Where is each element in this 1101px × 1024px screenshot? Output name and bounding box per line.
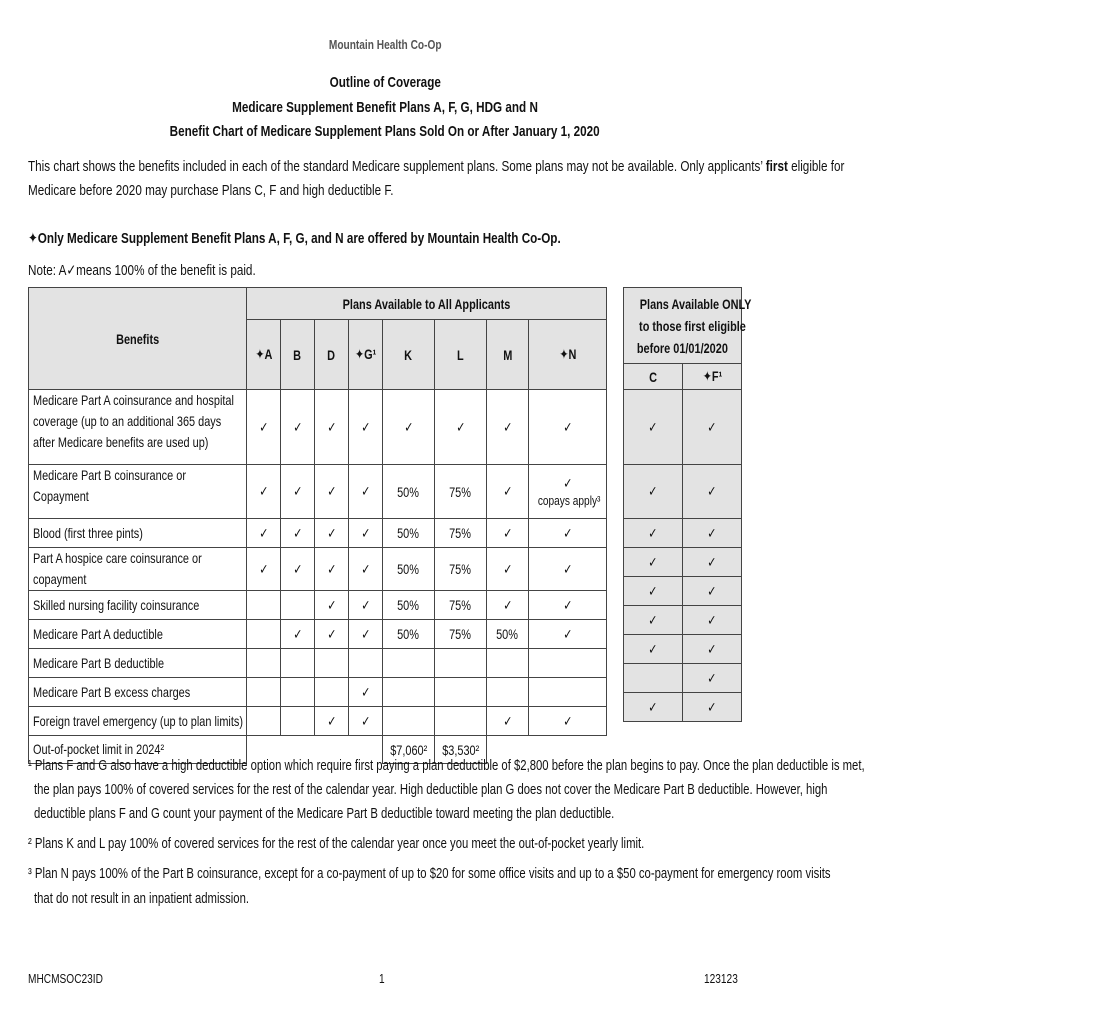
cell-plan-c: ✓	[624, 577, 683, 606]
cell-plan-k: 50%	[383, 548, 435, 591]
benefit-label: Medicare Part A deductible	[29, 620, 247, 649]
benefit-row	[29, 390, 607, 465]
first-eligible-row	[624, 635, 742, 664]
cell-plan-f: ✓	[683, 465, 742, 519]
footnote-1-line-3: deductible plans F and G count your payment of the Medicare Part B deductible toward meeting the plan deductible.	[34, 806, 615, 822]
cell-plan-l: 75%	[435, 519, 487, 548]
cell-plan-g: ✓	[349, 390, 383, 465]
cell-plan-d: ✓	[315, 591, 349, 620]
all-applicants-header: Plans Available to All Applicants	[247, 288, 607, 320]
cell-plan-k	[383, 649, 435, 678]
cell-plan-b	[281, 707, 315, 736]
cell-plan-l	[435, 678, 487, 707]
cell-plan-g: ✓	[349, 620, 383, 649]
cell-plan-m: ✓	[487, 519, 529, 548]
benefit-label: Medicare Part B excess charges	[29, 678, 247, 707]
footnote-2: ² Plans K and L pay 100% of covered services for the rest of the calendar year once you meet the out-of-pocket yearly limit.	[28, 836, 645, 852]
cell-plan-m: ✓	[487, 707, 529, 736]
cell-plan-d: ✓	[315, 465, 349, 519]
benefit-label: Skilled nursing facility coinsurance	[29, 591, 247, 620]
cell-plan-m	[487, 678, 529, 707]
cell-plan-g: ✓	[349, 707, 383, 736]
first-eligible-row	[624, 577, 742, 606]
benefit-row	[29, 548, 607, 591]
cell-plan-f: ✓	[683, 664, 742, 693]
cell-plan-n: ✓	[529, 591, 607, 620]
benefit-label: Medicare Part B deductible	[29, 649, 247, 678]
cell-plan-n: ✓	[529, 519, 607, 548]
cell-plan-d: ✓	[315, 390, 349, 465]
cell-plan-n: ✓	[529, 707, 607, 736]
cell-plan-l	[435, 649, 487, 678]
cell-plan-c: ✓	[624, 693, 683, 722]
benefit-label: Medicare Part B coinsurance or Copayment	[29, 465, 247, 519]
organization-name: Mountain Health Co-Op	[328, 37, 442, 52]
cell-plan-b	[281, 649, 315, 678]
cell-plan-k: 50%	[383, 465, 435, 519]
plan-k-header: K	[383, 320, 435, 390]
cell-plan-f: ✓	[683, 390, 742, 465]
benefit-row	[29, 678, 607, 707]
plan-c-header: C	[624, 364, 683, 390]
benefit-row	[29, 620, 607, 649]
benefit-row	[29, 649, 607, 678]
cell-plan-f: ✓	[683, 606, 742, 635]
cell-plan-f: ✓	[683, 693, 742, 722]
plan-f-header: ✦F¹	[683, 364, 742, 390]
cell-plan-d: ✓	[315, 620, 349, 649]
cell-plan-k: 50%	[383, 620, 435, 649]
cell-plan-k	[383, 707, 435, 736]
benefit-row	[29, 519, 607, 548]
cell-plan-n	[529, 649, 607, 678]
benefit-label: Part A hospice care coinsurance or copayment	[29, 548, 247, 591]
cell-plan-m: ✓	[487, 390, 529, 465]
cell-plan-l: ✓	[435, 390, 487, 465]
footnote-3-line-1: ³ Plan N pays 100% of the Part B coinsurance, except for a co-payment of up to $20 for some office visits and up to a $50 co-payment for emergency room visits	[28, 866, 831, 882]
cell-plan-m	[487, 649, 529, 678]
offered-plans-statement: ✦Only Medicare Supplement Benefit Plans A, F, G, and N are offered by Mountain Health Co-Op.	[28, 230, 561, 247]
cell-plan-a	[247, 649, 281, 678]
cell-plan-l: 75%	[435, 620, 487, 649]
cell-plan-a: ✓	[247, 548, 281, 591]
chart-title: Benefit Chart of Medicare Supplement Plans Sold On or After January 1, 2020	[170, 123, 600, 140]
plan-n-header: ✦N	[529, 320, 607, 390]
cell-plan-a	[247, 591, 281, 620]
plan-d-header: D	[315, 320, 349, 390]
cell-plan-g: ✓	[349, 591, 383, 620]
cell-plan-l	[435, 707, 487, 736]
oop-limit-l: $3,530²	[435, 736, 487, 764]
cell-plan-b	[281, 591, 315, 620]
cell-plan-k: 50%	[383, 591, 435, 620]
cell-plan-n: ✓	[529, 390, 607, 465]
cell-plan-c: ✓	[624, 548, 683, 577]
cell-plan-a: ✓	[247, 465, 281, 519]
checkmark-note: Note: A✓means 100% of the benefit is paid.	[28, 262, 256, 279]
cell-plan-c: ✓	[624, 465, 683, 519]
cell-plan-g: ✓	[349, 519, 383, 548]
first-eligible-table	[623, 287, 752, 722]
cell-plan-d: ✓	[315, 519, 349, 548]
cell-plan-c: ✓	[624, 519, 683, 548]
benefit-row	[29, 707, 607, 736]
cell-plan-n: ✓	[529, 548, 607, 591]
benefits-header: Benefits	[29, 288, 247, 390]
document-subtitle: Medicare Supplement Benefit Plans A, F, G, HDG and N	[232, 99, 538, 116]
first-eligible-row	[624, 693, 742, 722]
cell-plan-b: ✓	[281, 519, 315, 548]
cell-plan-c: ✓	[624, 635, 683, 664]
footnote-1-line-2: the plan pays 100% of covered services for the rest of the calendar year. High deductible plan G does not cover the Medicare Part B deductible. However, high	[34, 782, 828, 798]
cell-plan-k: 50%	[383, 519, 435, 548]
cell-plan-k: ✓	[383, 390, 435, 465]
cell-plan-b: ✓	[281, 465, 315, 519]
cell-plan-c: ✓	[624, 390, 683, 465]
cell-plan-k	[383, 678, 435, 707]
benefit-row	[29, 465, 607, 519]
cell-plan-d: ✓	[315, 707, 349, 736]
benefit-row	[29, 591, 607, 620]
cell-plan-g: ✓	[349, 678, 383, 707]
first-eligible-header: Plans Available ONLY to those first eligible before 01/01/2020	[624, 288, 742, 364]
cell-plan-f: ✓	[683, 548, 742, 577]
oop-limit-k: $7,060²	[383, 736, 435, 764]
document-title: Outline of Coverage	[329, 74, 441, 91]
first-eligible-row	[624, 519, 742, 548]
cell-plan-f: ✓	[683, 635, 742, 664]
first-eligible-row	[624, 390, 742, 465]
benefit-label: Medicare Part A coinsurance and hospital coverage (up to an additional 365 days after Medicare benefits are used up)	[29, 390, 247, 465]
first-eligible-row	[624, 465, 742, 519]
cell-plan-l: 75%	[435, 591, 487, 620]
cell-plan-b: ✓	[281, 390, 315, 465]
cell-plan-n: ✓ copays apply³	[529, 465, 607, 519]
cell-plan-n	[529, 678, 607, 707]
footnote-1-line-1: ¹ Plans F and G also have a high deductible option which require first paying a plan deductible of $2,800 before the plan begins to pay. Once the plan deductible is met,	[28, 758, 865, 774]
cell-plan-n: ✓	[529, 620, 607, 649]
cell-plan-a: ✓	[247, 519, 281, 548]
cell-plan-m: ✓	[487, 465, 529, 519]
form-id: MHCMSOC23ID	[28, 971, 103, 986]
cell-plan-b: ✓	[281, 548, 315, 591]
plan-l-header: L	[435, 320, 487, 390]
first-eligible-row	[624, 548, 742, 577]
cell-plan-l: 75%	[435, 548, 487, 591]
cell-plan-f: ✓	[683, 519, 742, 548]
cell-plan-a	[247, 707, 281, 736]
cell-plan-c	[624, 664, 683, 693]
cell-plan-a: ✓	[247, 390, 281, 465]
benefit-chart-table	[28, 287, 607, 764]
cell-plan-m: ✓	[487, 548, 529, 591]
benefit-label: Foreign travel emergency (up to plan limits)	[29, 707, 247, 736]
cell-plan-m: ✓	[487, 591, 529, 620]
cell-plan-g: ✓	[349, 548, 383, 591]
intro-line-1: This chart shows the benefits included in each of the standard Medicare supplement plans. Some plans may not be available. Only applicants’ first eligible for	[28, 158, 845, 175]
benefit-label: Blood (first three pints)	[29, 519, 247, 548]
first-eligible-row	[624, 606, 742, 635]
date-code: 123123	[704, 971, 738, 986]
intro-line-2: Medicare before 2020 may purchase Plans C, F and high deductible F.	[28, 182, 394, 199]
cell-plan-d	[315, 649, 349, 678]
cell-plan-g: ✓	[349, 465, 383, 519]
plan-a-header: ✦A	[247, 320, 281, 390]
page-number: 1	[379, 971, 385, 986]
plan-b-header: B	[281, 320, 315, 390]
plan-m-header: M	[487, 320, 529, 390]
cell-plan-c: ✓	[624, 606, 683, 635]
cell-plan-d	[315, 678, 349, 707]
cell-plan-d: ✓	[315, 548, 349, 591]
footnote-3-line-2: that do not result in an inpatient admission.	[34, 891, 250, 907]
cell-plan-a	[247, 620, 281, 649]
first-eligible-row	[624, 664, 742, 693]
oop-limit-label: Out-of-pocket limit in 2024²	[29, 736, 247, 764]
cell-plan-b	[281, 678, 315, 707]
plan-g-header: ✦G¹	[349, 320, 383, 390]
cell-plan-l: 75%	[435, 465, 487, 519]
cell-plan-m: 50%	[487, 620, 529, 649]
cell-plan-b: ✓	[281, 620, 315, 649]
cell-plan-a	[247, 678, 281, 707]
cell-plan-f: ✓	[683, 577, 742, 606]
cell-plan-g	[349, 649, 383, 678]
